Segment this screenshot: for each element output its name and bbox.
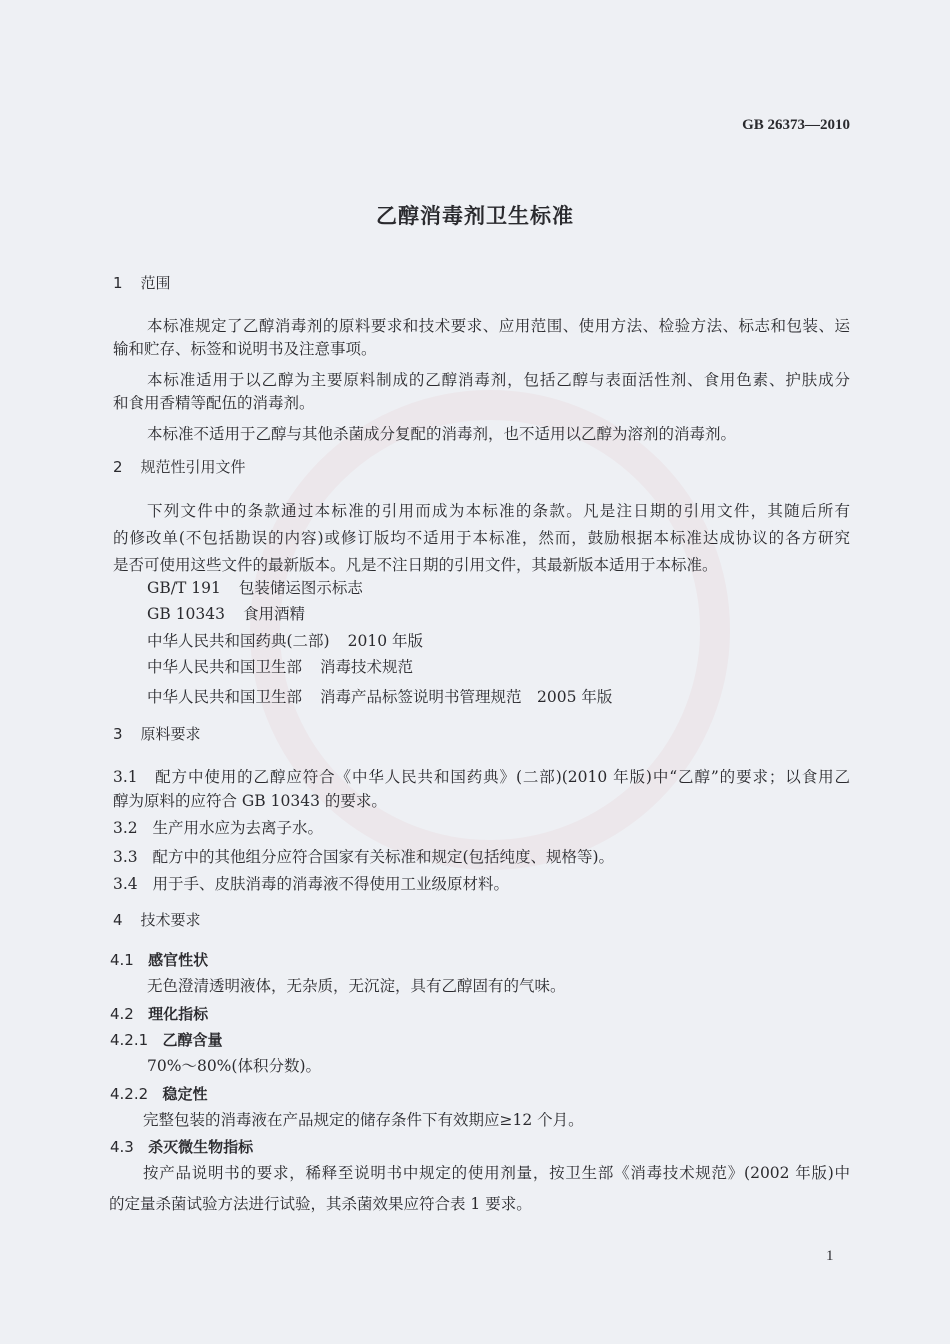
paragraph-line: 本标准适用于以乙醇为主要原料制成的乙醇消毒剂，包括乙醇与表面活性剂、食用色素、护肤成分	[147, 371, 850, 389]
clause-title: 乙醇含量	[162, 1031, 223, 1049]
clause-number: 3.1	[113, 768, 138, 786]
section-number: 4	[113, 911, 123, 929]
reference-item	[147, 657, 413, 677]
clause-text: 生产用水应为去离子水。	[152, 819, 323, 837]
reference-name: 包装储运图示标志	[238, 579, 363, 597]
clause-text: 醇为原料的应符合 GB 10343 的要求。	[113, 792, 387, 810]
reference-name: 消毒产品标签说明书管理规范 2005 年版	[320, 688, 613, 706]
clause-4-2-1-heading	[110, 1030, 223, 1050]
clause-4-2-heading	[110, 1004, 208, 1024]
clause-text: 完整包装的消毒液在产品规定的储存条件下有效期应≥12 个月。	[143, 1111, 584, 1129]
reference-name: 消毒技术规范	[320, 658, 414, 676]
clause-3-2	[113, 818, 323, 838]
clause-text: 按产品说明书的要求，稀释至说明书中规定的使用剂量，按卫生部《消毒技术规范》(2002 年版)中	[143, 1164, 850, 1182]
reference-item	[147, 578, 363, 598]
clause-3-4	[113, 874, 509, 894]
clause-number: 4.2.2	[110, 1085, 149, 1103]
section-2-heading	[113, 457, 246, 477]
clause-3-1	[113, 767, 850, 787]
section-1-heading	[113, 273, 171, 293]
reference-code: GB 10343	[147, 605, 226, 623]
clause-title: 感官性状	[148, 951, 209, 969]
clause-text: 70%～80%(体积分数)。	[147, 1057, 321, 1075]
paragraph-line: 输和贮存、标签和说明书及注意事项。	[113, 340, 377, 358]
document-title: 乙醇消毒剂卫生标准	[376, 204, 574, 228]
section-title: 规范性引用文件	[140, 458, 246, 476]
paragraph-line: 本标准不适用于乙醇与其他杀菌成分复配的消毒剂，也不适用以乙醇为溶剂的消毒剂。	[147, 425, 737, 443]
clause-4-2-2-heading	[110, 1084, 208, 1104]
paragraph-line: 下列文件中的条款通过本标准的引用而成为本标准的条款。凡是注日期的引用文件，其随后所有	[147, 502, 850, 520]
reference-item	[147, 604, 305, 624]
page-number: 1	[826, 1248, 834, 1264]
section-title: 范围	[140, 274, 171, 292]
clause-number: 4.2	[110, 1005, 134, 1023]
section-title: 技术要求	[140, 911, 201, 929]
clause-title: 稳定性	[162, 1085, 208, 1103]
reference-item	[147, 631, 423, 651]
clause-number: 3.4	[113, 875, 138, 893]
paragraph-line: 是否可使用这些文件的最新版本。凡是不注日期的引用文件，其最新版本适用于本标准。	[113, 556, 718, 574]
clause-number: 3.3	[113, 848, 138, 866]
clause-text: 配方中使用的乙醇应符合《中华人民共和国药典》(二部)(2010 年版)中“乙醇”的要求；以食用乙	[155, 768, 850, 786]
clause-4-3-heading	[110, 1137, 253, 1157]
clause-4-1-heading	[110, 950, 208, 970]
reference-code: GB/T 191	[147, 579, 221, 597]
section-3-heading	[113, 724, 201, 744]
section-title: 原料要求	[140, 725, 201, 743]
clause-number: 4.2.1	[110, 1031, 149, 1049]
reference-item	[147, 687, 612, 707]
section-4-heading	[113, 910, 201, 930]
clause-number: 4.1	[110, 951, 134, 969]
standard-number: GB 26373—2010	[742, 117, 850, 133]
clause-number: 4.3	[110, 1138, 134, 1156]
reference-name: 食用酒精	[243, 605, 306, 623]
paragraph-line: 本标准规定了乙醇消毒剂的原料要求和技术要求、应用范围、使用方法、检验方法、标志和包装、运	[147, 317, 850, 335]
section-number: 2	[113, 458, 123, 476]
section-number: 1	[113, 274, 123, 292]
paragraph-line: 和食用香精等配伍的消毒剂。	[113, 394, 315, 412]
clause-number: 3.2	[113, 819, 138, 837]
reference-name: 2010 年版	[347, 632, 423, 650]
clause-3-3	[113, 847, 614, 867]
clause-text: 的定量杀菌试验方法进行试验，其杀菌效果应符合表 1 要求。	[109, 1195, 532, 1213]
reference-code: 中华人民共和国药典(二部)	[147, 632, 330, 650]
clause-title: 杀灭微生物指标	[148, 1138, 254, 1156]
clause-title: 理化指标	[148, 1005, 209, 1023]
section-number: 3	[113, 725, 123, 743]
clause-text: 无色澄清透明液体，无杂质，无沉淀，具有乙醇固有的气味。	[147, 977, 566, 995]
clause-text: 配方中的其他组分应符合国家有关标准和规定(包括纯度、规格等)。	[152, 848, 615, 866]
paragraph-line: 的修改单(不包括勘误的内容)或修订版均不适用于本标准，然而，鼓励根据本标准达成协议的各方研究	[113, 529, 850, 547]
reference-code: 中华人民共和国卫生部	[147, 658, 303, 676]
clause-text: 用于手、皮肤消毒的消毒液不得使用工业级原材料。	[152, 875, 509, 893]
reference-code: 中华人民共和国卫生部	[147, 688, 303, 706]
